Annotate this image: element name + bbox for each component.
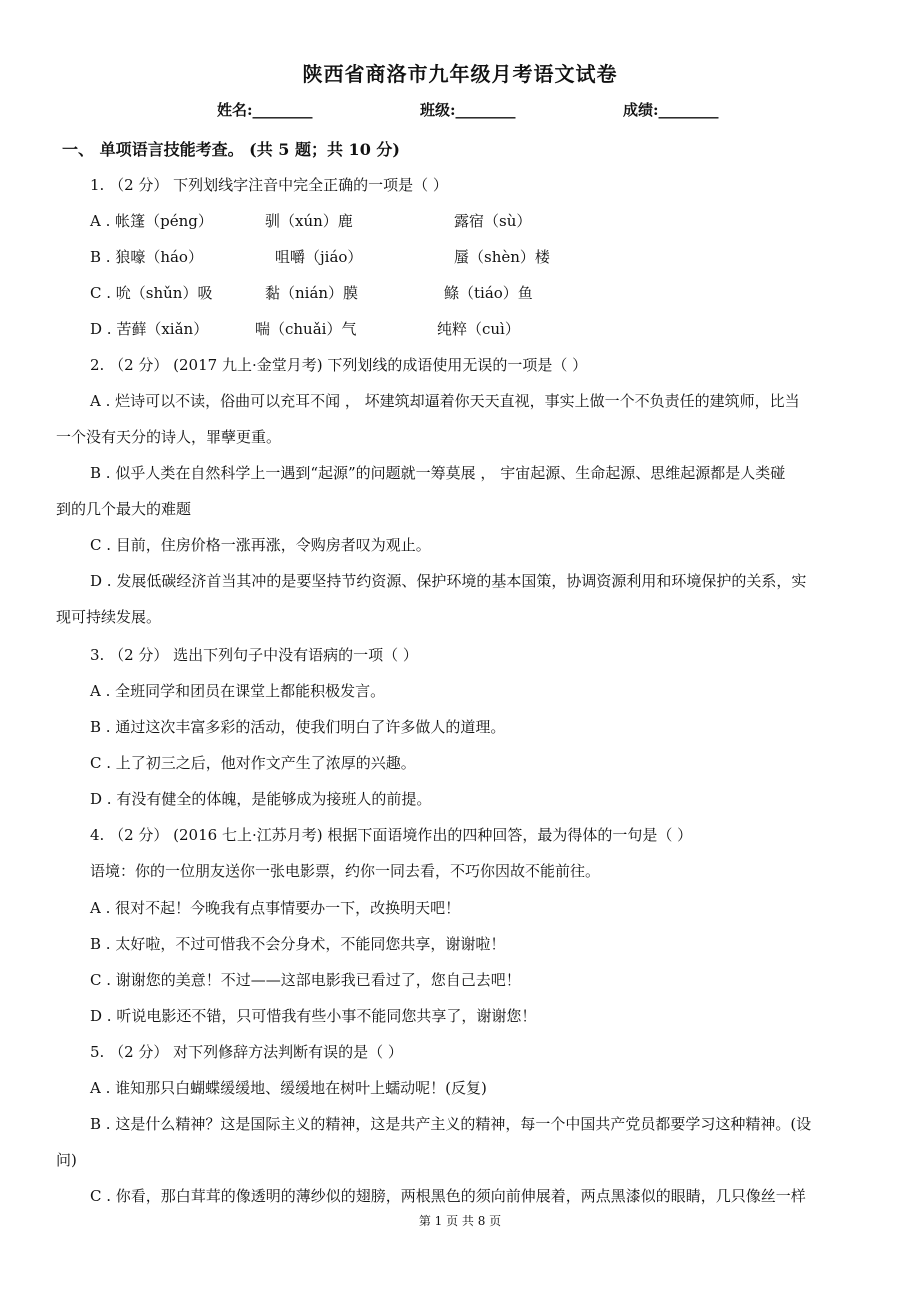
option-c: C . 目前，住房价格一涨再涨，令购房者叹为观止。 [90,536,431,554]
option-d-cont: 现可持续发展。 [56,608,162,626]
option-c: C . 上了初三之后，他对作文产生了浓厚的兴趣。 [90,754,416,772]
option-d: D . 发展低碳经济首当其冲的是要坚持节约资源、保护环境的基本国策，协调资源利用和环境保护的关系，实 [90,572,807,590]
option-a: A . 很对不起！今晚我有点事情要办一下，改换明天吧！ [90,899,461,917]
option-a: A . 烂诗可以不读，俗曲可以充耳不闻 ， 坏建筑却逼着你天天直视，事实上做一个不负责任的建筑师，比当 [90,392,800,410]
option-c: C . 谢谢您的美意！不过——这部电影我已看过了，您自己去吧！ [90,971,521,989]
option-a-item2: 驯（xún）鹿 [265,212,353,230]
section-heading: 一、 单项语言技能考查。 (共 5 题；共 10 分) [62,140,400,159]
question-stem: 4. （2 分） (2016 七上·江苏月考) 根据下面语境作出的四种回答，最为得体的一句是（ ） [90,826,693,844]
question-stem: 3. （2 分） 选出下列句子中没有语病的一项（ ） [90,646,418,664]
option-b-item2: 咀嚼（jiáo） [275,248,363,266]
option-b-item3: 蜃（shèn）楼 [454,248,550,266]
option-a-cont: 一个没有天分的诗人，罪孽更重。 [56,428,282,446]
option-c: C . 你看，那白茸茸的像透明的薄纱似的翅膀，两根黑色的须向前伸展着，两点黑漆似的眼睛，几只像丝一样 [90,1187,806,1205]
option-d: D . 听说电影还不错，只可惜我有些小事不能同您共享了，谢谢您！ [90,1007,537,1025]
option-b: B . 太好啦，不过可惜我不会分身术，不能同您共享，谢谢啦！ [90,935,506,953]
option-d-item2: 喘（chuǎi）气 [255,320,357,338]
option-b: B . 狼嚎（háo） [90,248,203,266]
option-b: B . 这是什么精神？这是国际主义的精神，这是共产主义的精神，每一个中国共产党员都要学习这种精神。(设 [90,1115,812,1133]
class-field: 班级:________ [420,101,516,119]
option-d-item3: 纯粹（cuì） [437,320,520,338]
question-stem: 5. （2 分） 对下列修辞方法判断有误的是（ ） [90,1043,403,1061]
option-b: B . 似乎人类在自然科学上一遇到“起源”的问题就一筹莫展 ， 宇宙起源、生命起源、思维起源都是人类碰 [90,464,786,482]
option-a-item3: 露宿（sù） [454,212,532,230]
score-field: 成绩:________ [623,101,719,119]
option-c-item3: 鲦（tiáo）鱼 [444,284,533,302]
option-c-item2: 黏（nián）膜 [265,284,359,302]
option-b-cont: 到的几个最大的难题 [56,500,192,518]
page-footer: 第 1 页 共 8 页 [418,1214,502,1228]
option-a: A . 帐篷（péng） [90,212,213,230]
option-d: D . 苦藓（xiǎn） [90,320,209,338]
option-c: C . 吮（shǔn）吸 [90,284,213,302]
option-a: A . 全班同学和团员在课堂上都能积极发言。 [90,682,386,700]
question-stem: 1. （2 分） 下列划线字注音中完全正确的一项是（ ） [90,176,448,194]
question-stem: 2. （2 分） (2017 九上·金堂月考) 下列划线的成语使用无误的一项是（ ） [90,356,588,374]
option-b-cont: 问) [56,1151,77,1169]
name-field: 姓名:________ [217,101,313,119]
option-a: A . 谁知那只白蝴蝶缓缓地、缓缓地在树叶上蠕动呢！(反复) [90,1079,487,1097]
option-d: D . 有没有健全的体魄，是能够成为接班人的前提。 [90,790,432,808]
option-b: B . 通过这次丰富多彩的活动，使我们明白了许多做人的道理。 [90,718,506,736]
question-context: 语境：你的一位朋友送你一张电影票，约你一同去看，不巧你因故不能前往。 [90,862,601,880]
page-title: 陕西省商洛市九年级月考语文试卷 [302,62,618,86]
